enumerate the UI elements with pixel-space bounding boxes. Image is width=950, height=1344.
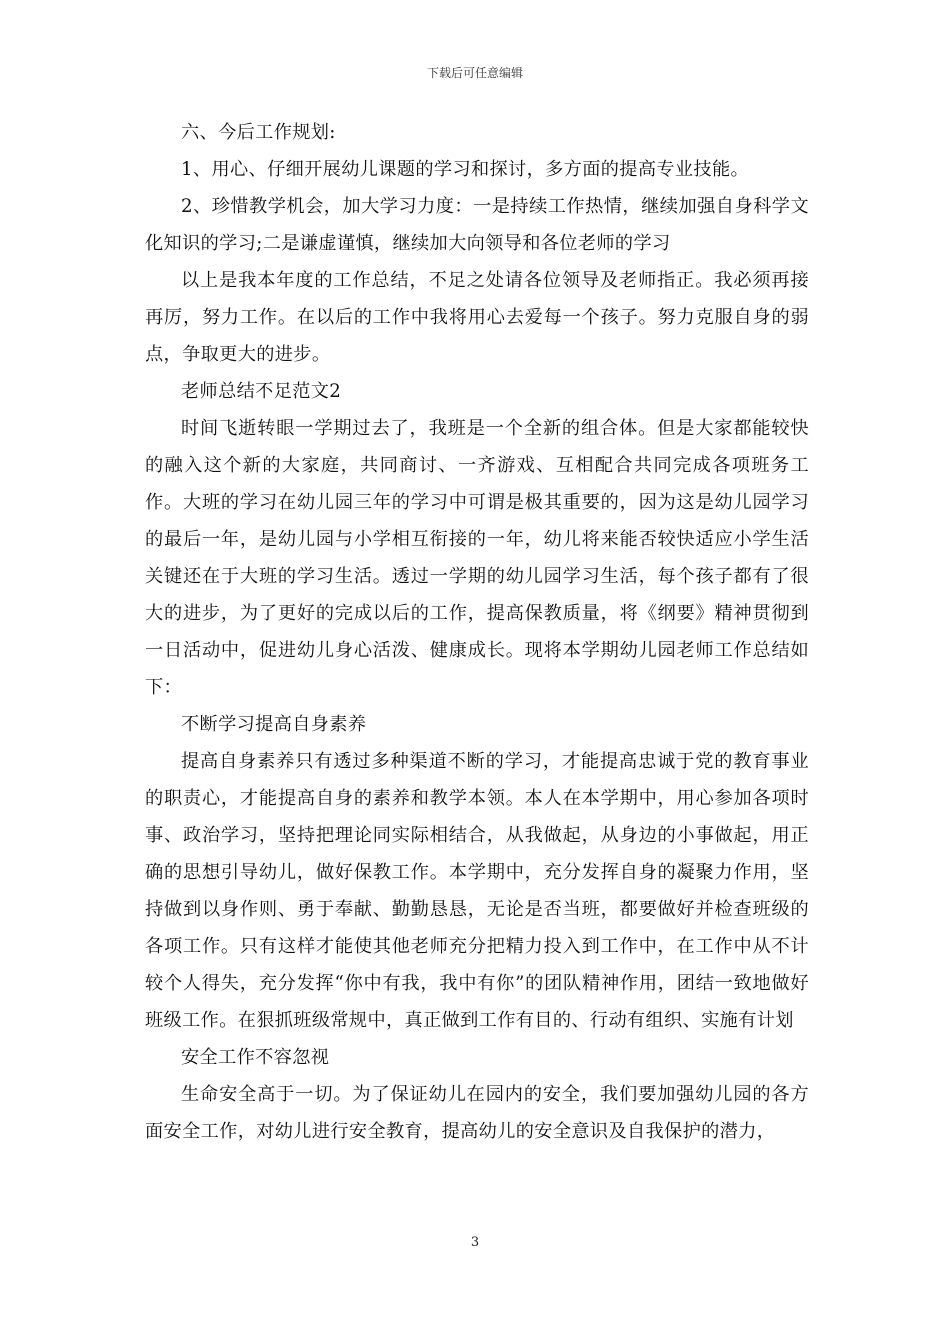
document-body bbox=[145, 114, 809, 1150]
page-header: 下载后可任意编辑 bbox=[426, 66, 523, 80]
section-title-sample-2: 老师总结不足范文2 bbox=[181, 381, 342, 402]
paragraph-plan-item-2: 2、珍惜教学机会，加大学习力度：一是持续工作热情，继续加强自身科学文化知识的学习;二是谦虚谨慎，继续加大向领导和各位老师的学习 bbox=[145, 196, 809, 254]
paragraph-conclusion: 以上是我本年度的工作总结，不足之处请各位领导及老师指正。我必须再接再厉，努力工作。在以后的工作中我将用心去爱每一个孩子。努力克服自身的弱点，争取更大的进步。 bbox=[145, 270, 809, 365]
page-number: 3 bbox=[470, 1235, 480, 1250]
paragraph-self-improvement: 提高自身素养只有透过多种渠道不断的学习，才能提高忠诚于党的教育事业的职责心，才能提高自身的素养和教学本领。本人在本学期中，用心参加各项时事、政治学习，坚持把理论同实际相结合，从我做起，从身边的小事做起，用正确的思想引导幼儿，做好保教工作。本学期中，充分发挥自身的凝聚力作用，坚持做到以身作则、勇于奉献、勤勤恳恳，无论是否当班，都要做好并检查班级的各项工作。只有这样才能使其他老师充分把精力投入到工作中，在工作中从不计较个人得失，充分发挥“你中有我，我中有你”的团队精神作用，团结一致地做好班级工作。在狠抓班级常规中，真正做到工作有目的、行动有组织、实施有计划 bbox=[145, 751, 809, 1031]
section-heading-plan: 六、今后工作规划: bbox=[181, 122, 336, 143]
subheading-safety: 安全工作不容忽视 bbox=[181, 1047, 330, 1068]
paragraph-safety: 生命安全高于一切。为了保证幼儿在园内的安全，我们要加强幼儿园的各方面安全工作，对幼儿进行安全教育，提高幼儿的安全意识及自我保护的潜力， bbox=[145, 1084, 809, 1142]
paragraph-plan-item-1: 1、用心、仔细开展幼儿课题的学习和探讨，多方面的提高专业技能。 bbox=[181, 159, 750, 180]
paragraph-intro: 时间飞逝转眼一学期过去了，我班是一个全新的组合体。但是大家都能较快的融入这个新的大家庭，共同商讨、一齐游戏、互相配合共同完成各项班务工作。大班的学习在幼儿园三年的学习中可谓是极其重要的，因为这是幼儿园学习的最后一年，是幼儿园与小学相互衔接的一年，幼儿将来能否较快适应小学生活关键还在于大班的学习生活。透过一学期的幼儿园学习生活，每个孩子都有了很大的进步，为了更好的完成以后的工作，提高保教质量，将《纲要》精神贯彻到一日活动中，促进幼儿身心活泼、健康成长。现将本学期幼儿园老师工作总结如下： bbox=[145, 418, 809, 698]
subheading-self-improvement: 不断学习提高自身素养 bbox=[181, 714, 367, 735]
